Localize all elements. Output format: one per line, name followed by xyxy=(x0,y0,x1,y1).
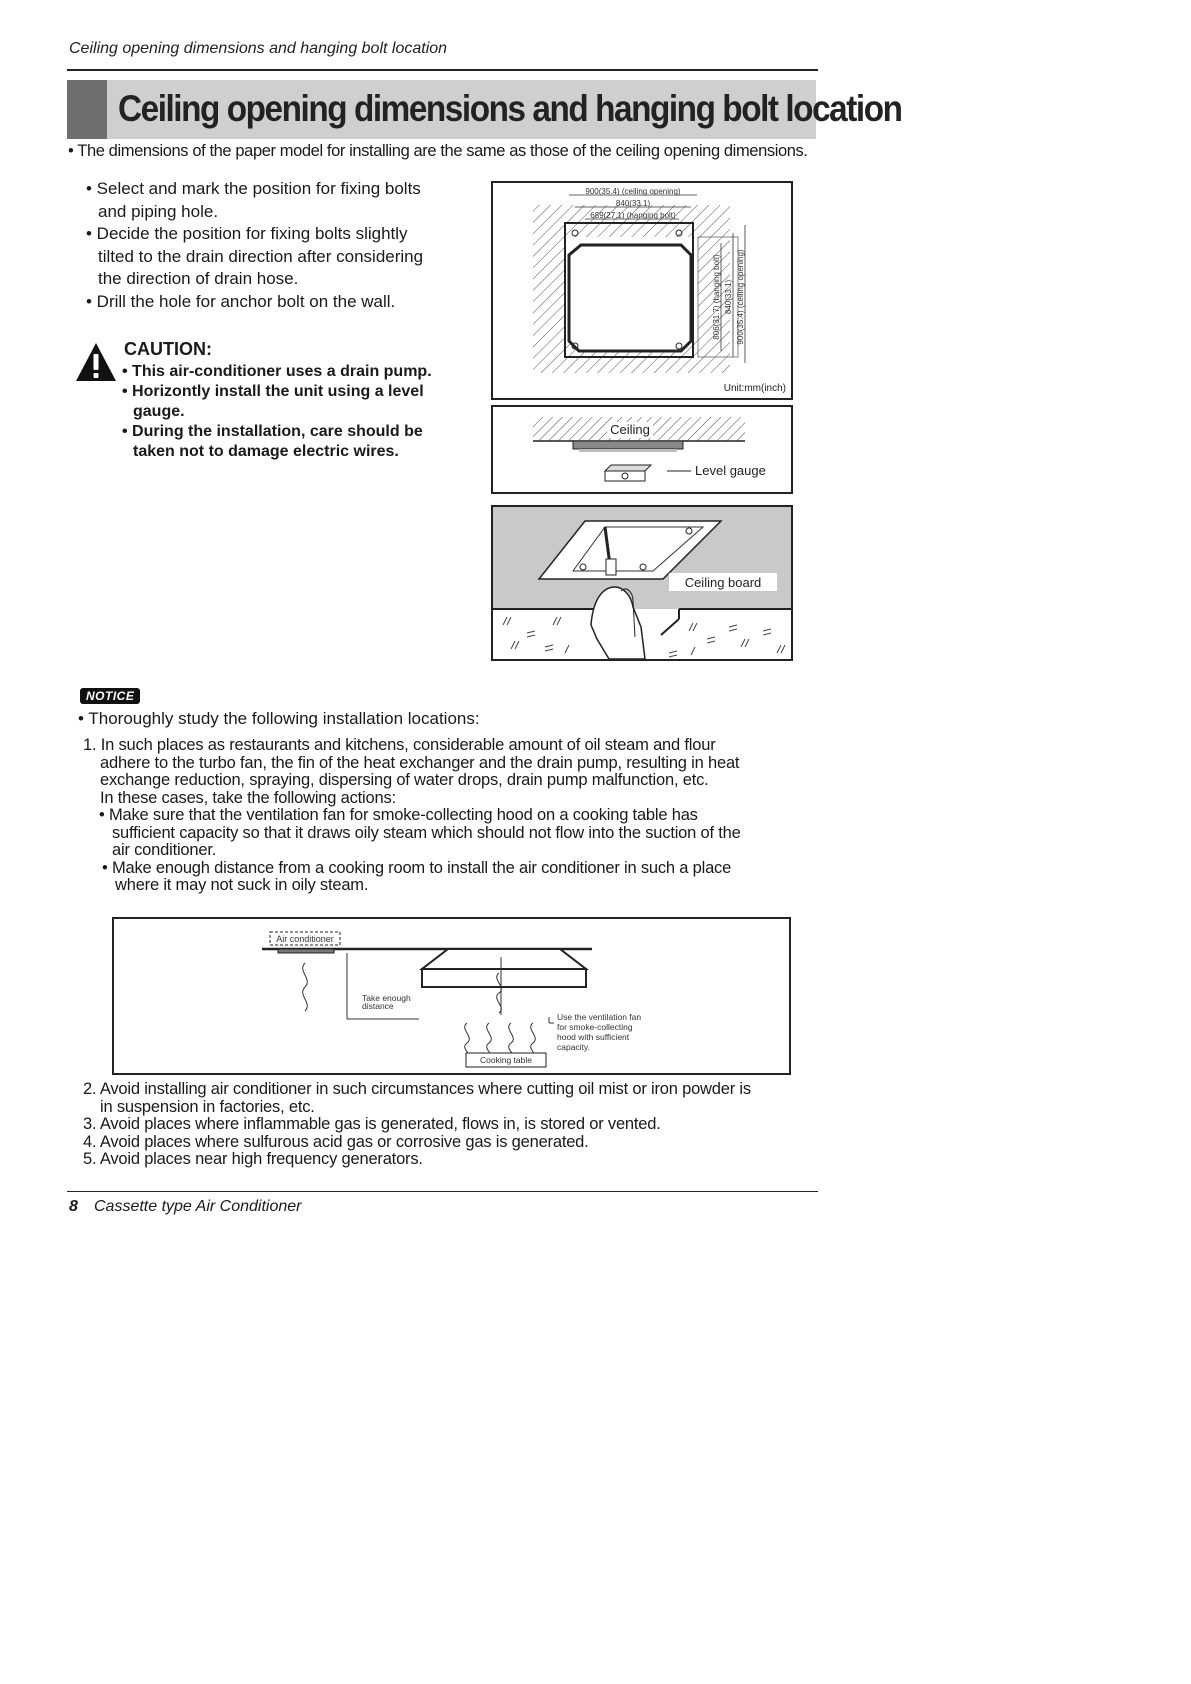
item1-line1: 1. In such places as restaurants and kitchens, considerable amount of oil steam and flour xyxy=(83,736,716,754)
sub1-line3: air conditioner. xyxy=(112,841,217,859)
list-item: 2. Avoid installing air conditioner in such circumstances where cutting oil mist or iron powder is xyxy=(83,1080,751,1098)
take-distance-label-1: Take enough xyxy=(362,993,411,1003)
list-item: • This air-conditioner uses a drain pump. xyxy=(122,363,432,380)
title-accent xyxy=(67,80,107,139)
remaining-items-list xyxy=(83,1081,751,1169)
list-item: • Select and mark the position for fixing bolts and piping hole. xyxy=(86,179,421,221)
warning-icon xyxy=(74,341,118,383)
running-header: Ceiling opening dimensions and hanging bolt location xyxy=(69,40,448,57)
ceiling-board-label: Ceiling board xyxy=(684,575,762,590)
list-item: • Drill the hole for anchor bolt on the wall. xyxy=(86,291,396,311)
list-item: 5. Avoid places near high frequency generators. xyxy=(83,1150,423,1168)
header-rule xyxy=(67,69,818,71)
list-item: • During the installation, care should be taken not to damage electric wires. xyxy=(122,423,423,460)
dim-ceiling-opening-vertical: 900(35.4) (ceiling opening) xyxy=(736,249,745,345)
ventilation-label-3: hood with sufficient xyxy=(557,1032,630,1042)
ventilation-label-4: capacity. xyxy=(557,1042,590,1052)
sub1-line2: sufficient capacity so that it draws oily steam which should not flow into the suction of the xyxy=(112,823,741,842)
dim-hanging-bolt-vertical: 806(31.7) (hanging bolt) xyxy=(712,254,721,340)
dim-unit-horizontal: 840(33.1) xyxy=(615,199,651,208)
item1-line3: exchange reduction, spraying, dispersing of water drops, drain pump malfunction, etc. xyxy=(100,771,709,789)
unit-note: Unit:mm(inch) xyxy=(723,383,786,394)
list-item xyxy=(83,737,741,895)
notice-intro: • Thoroughly study the following installation locations: xyxy=(78,709,480,728)
intro-text: • The dimensions of the paper model for installing are the same as those of the ceiling opening dimensions. xyxy=(68,142,808,160)
list-item: 4. Avoid places where sulfurous acid gas or corrosive gas is generated. xyxy=(83,1132,589,1151)
figure-ceiling-board xyxy=(491,505,793,661)
list-item: • Decide the position for fixing bolts slightly tilted to the drain direction after considering the direction of drain hose. xyxy=(86,224,424,288)
figure-level-gauge xyxy=(491,405,793,494)
sub2-line1: • Make enough distance from a cooking room to install the air conditioner in such a place xyxy=(102,858,732,877)
level-gauge-label: Level gauge xyxy=(695,463,766,478)
ventilation-label-2: for smoke-collecting xyxy=(557,1022,633,1032)
steps-list xyxy=(86,178,446,313)
page-title: Ceiling opening dimensions and hanging bolt location xyxy=(118,88,902,129)
caution-list xyxy=(122,362,462,462)
list-item: in suspension in factories, etc. xyxy=(100,1097,315,1116)
ventilation-label-1: Use the ventilation fan xyxy=(557,1012,642,1022)
dim-hanging-bolt-horizontal: 689(27.1) (hanging bolt) xyxy=(590,211,676,220)
dim-unit-vertical: 840(33.1) xyxy=(724,279,733,315)
sub1-line1: • Make sure that the ventilation fan for smoke-collecting hood on a cooking table has xyxy=(99,806,698,824)
caution-heading: CAUTION: xyxy=(124,339,212,359)
cooking-table-label: Cooking table xyxy=(480,1055,532,1065)
figure-kitchen xyxy=(112,917,791,1075)
figure-ceiling-opening xyxy=(491,181,793,400)
item1-line2: adhere to the turbo fan, the fin of the heat exchanger and the drain pump, resulting in heat xyxy=(100,753,740,772)
footer-title: Cassette type Air Conditioner xyxy=(94,1198,302,1215)
list-item: • Horizontly install the unit using a level gauge. xyxy=(122,383,424,420)
sub2-line2: where it may not suck in oily steam. xyxy=(115,876,369,894)
list-item: 3. Avoid places where inflammable gas is generated, flows in, is stored or vented. xyxy=(83,1115,661,1133)
take-distance-label-2: distance xyxy=(362,1001,394,1011)
footer-rule xyxy=(67,1191,818,1192)
notice-badge: NOTICE xyxy=(80,688,140,704)
ceiling-label: Ceiling xyxy=(610,422,650,437)
air-conditioner-label: Air conditioner xyxy=(276,934,334,944)
page-number: 8 xyxy=(69,1198,78,1215)
item1-line4: In these cases, take the following actions: xyxy=(100,788,396,807)
dim-ceiling-opening-horizontal: 900(35.4) (ceiling opening) xyxy=(585,187,681,196)
